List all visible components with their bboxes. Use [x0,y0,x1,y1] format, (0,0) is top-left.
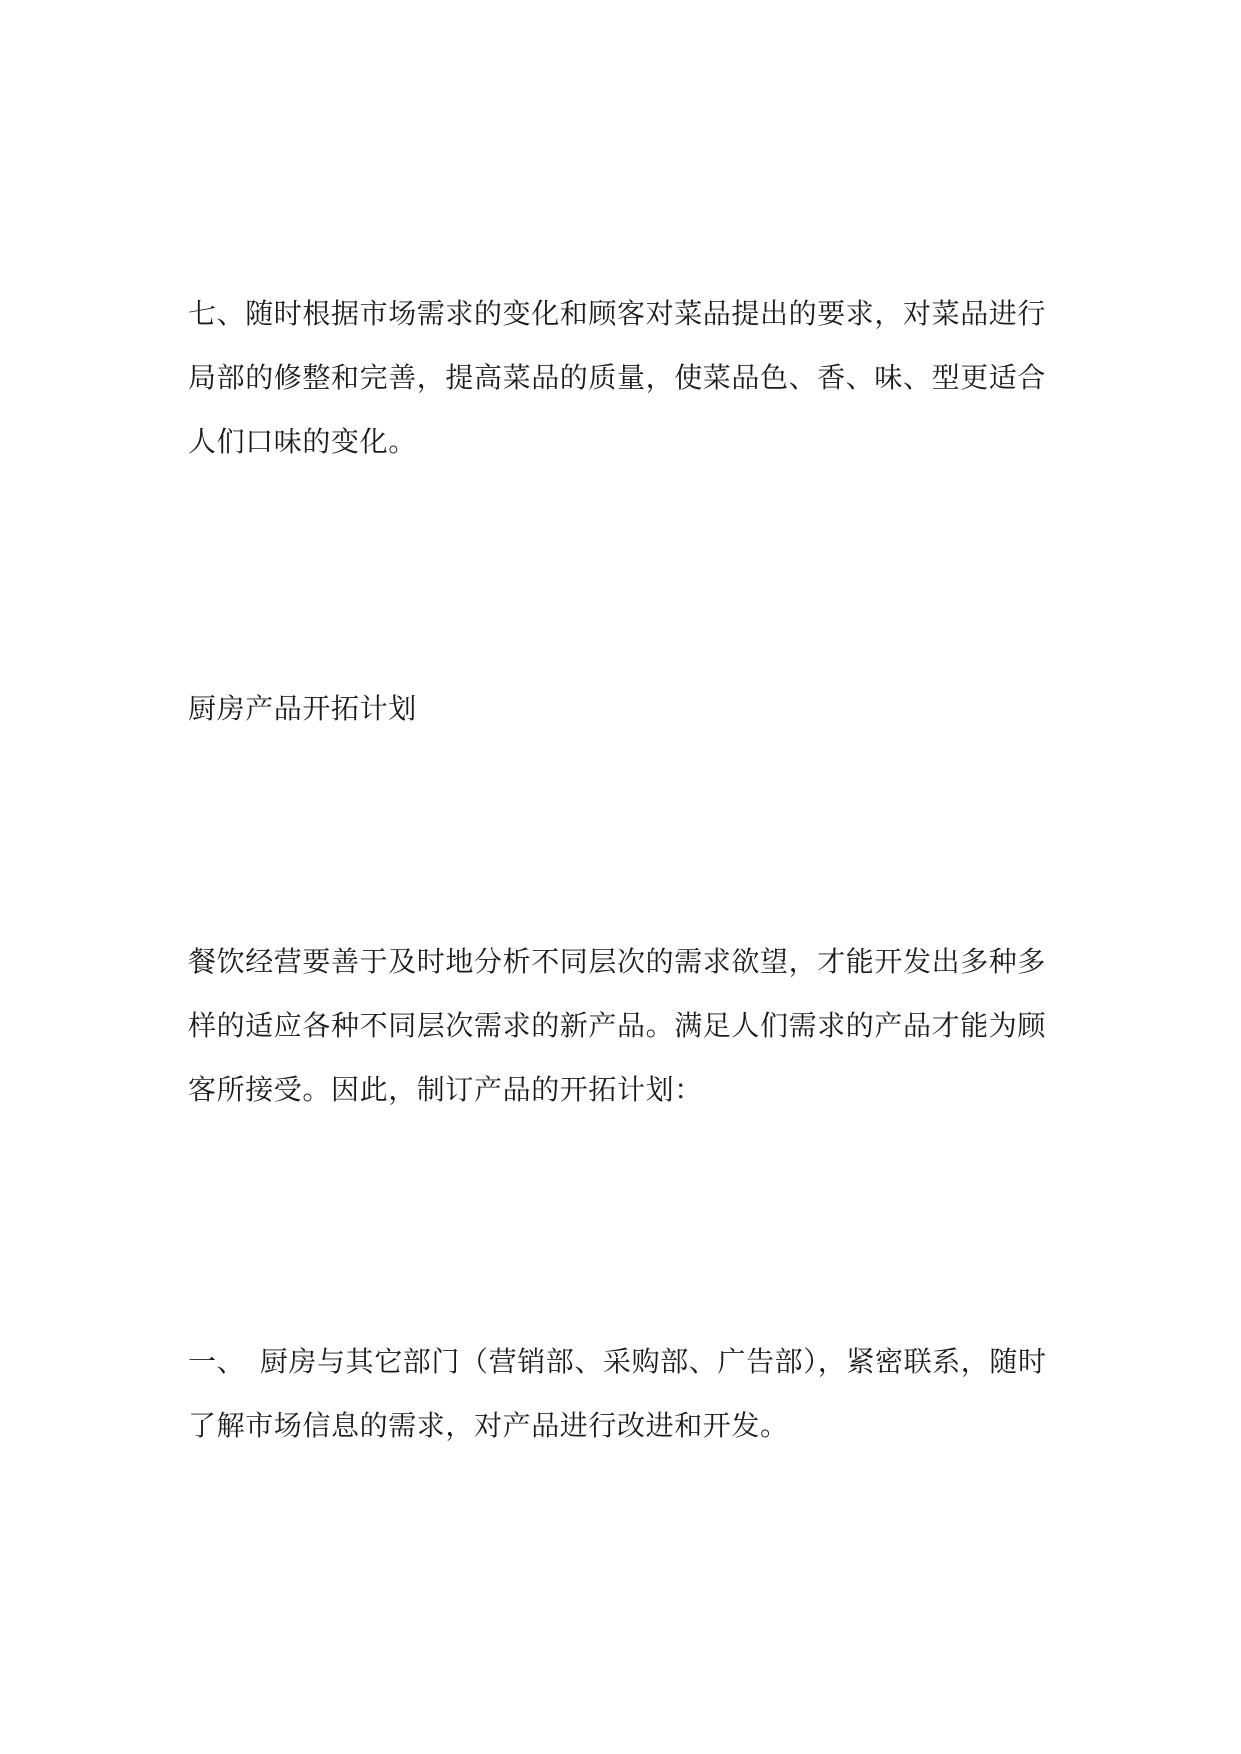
intro-paragraph: 餐饮经营要善于及时地分析不同层次的需求欲望，才能开发出多种多样的适应各种不同层次需求的新产品。满足人们需求的产品才能为顾客所接受。因此，制订产品的开拓计划： [188,945,1047,1106]
section-heading: 厨房产品开拓计划 [188,692,417,725]
paragraph-item-one: 一、 厨房与其它部门（营销部、采购部、广告部），紧密联系，随时了解市场信息的需求，对产品进行改进和开发。 [188,1345,1047,1442]
paragraph-item-seven: 七、随时根据市场需求的变化和顾客对菜品提出的要求，对菜品进行局部的修整和完善，提高菜品的质量，使菜品色、香、味、型更适合人们口味的变化。 [188,297,1047,458]
